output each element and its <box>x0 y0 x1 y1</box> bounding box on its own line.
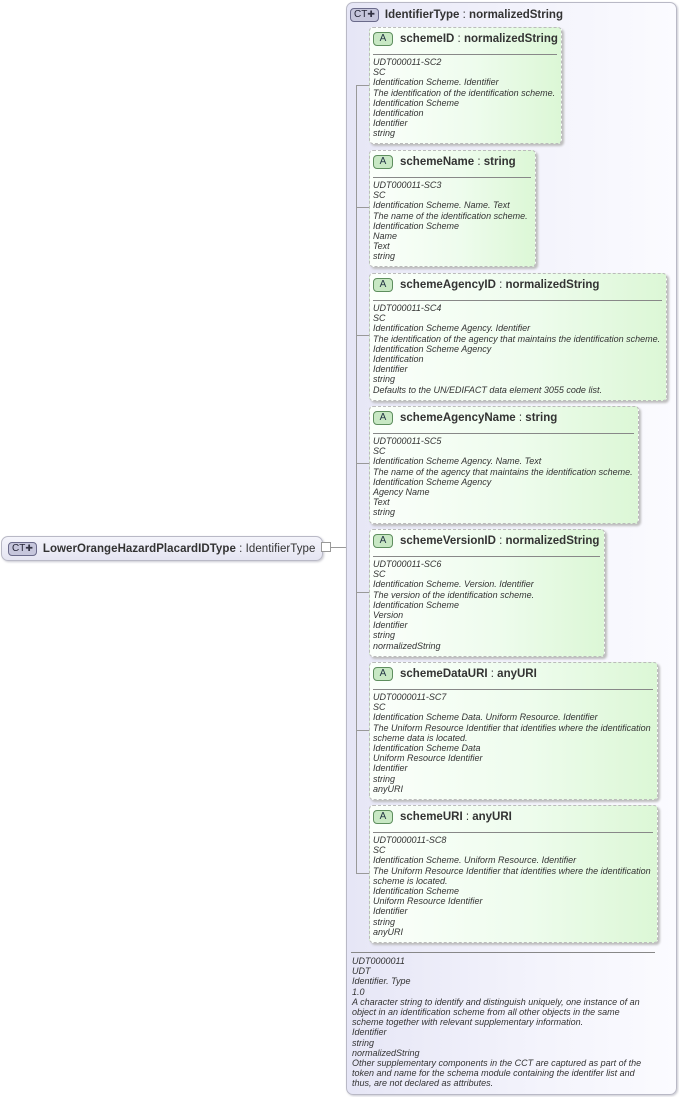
attribute-box-schemeID[interactable] <box>369 27 562 144</box>
attribute-documentation: UDT000011-SC5 SC Identification Scheme Agency. Name. Text The name of the agency that maintains the identification scheme. Identification Scheme Agency Agency Name Text string <box>373 436 633 518</box>
attribute-box-schemeAgencyID[interactable] <box>369 273 667 401</box>
attribute-documentation: UDT000011-SC2 SC Identification Scheme. Identifier The identification of the identification scheme. Identification Scheme Identification Identifier string <box>373 57 556 139</box>
root-element-title: LowerOrangeHazardPlacardIDType : IdentifierType <box>42 542 316 555</box>
attribute-separator <box>373 54 557 55</box>
attribute-box-schemeVersionID[interactable] <box>369 529 605 657</box>
attribute-separator <box>373 689 653 690</box>
attribute-branch <box>356 873 369 874</box>
attribute-title: schemeAgencyID : normalizedString <box>400 279 600 291</box>
attribute-title: schemeURI : anyURI <box>400 811 512 823</box>
expand-plus-icon: ✚ <box>367 9 375 19</box>
attribute-badge: A <box>373 278 393 292</box>
attribute-tree-line <box>356 85 357 873</box>
complex-type-documentation: UDT0000011 UDT Identifier. Type 1.0 A character string to identify and distinguish uniquely, one instance of an object in an identification scheme from all other objects in the same scheme together with relevant supplementary information. Identifier string normalizedString Other supplementary components in the CCT are captured as part of the token and name for the schema module containing the identifer list and thus, are not declared as attributes. <box>352 956 642 1089</box>
root-element-type: IdentifierType <box>245 542 316 555</box>
complex-type-header <box>350 8 563 22</box>
complex-type-doc-separator <box>351 952 655 953</box>
attribute-branch <box>356 85 369 86</box>
complex-type-title: IdentifierType : normalizedString <box>384 9 563 21</box>
attribute-title: schemeDataURI : anyURI <box>400 668 537 680</box>
complex-type-name: IdentifierType <box>384 9 460 21</box>
complex-type-badge: CT✚ <box>350 8 379 22</box>
collapse-connector-icon[interactable] <box>321 542 331 552</box>
attribute-title: schemeAgencyName : string <box>400 412 558 424</box>
attribute-box-schemeName[interactable] <box>369 150 536 267</box>
attribute-branch <box>356 592 369 593</box>
attribute-separator <box>373 832 653 833</box>
attribute-branch <box>356 463 369 464</box>
attribute-separator <box>373 300 662 301</box>
attribute-box-schemeAgencyName[interactable] <box>369 406 639 524</box>
attribute-badge: A <box>373 534 393 548</box>
attribute-documentation: UDT0000011-SC7 SC Identification Scheme Data. Uniform Resource. Identifier The Uniform Resource Identifier that identifies where the identification scheme data is located. Identification Scheme Data Uniform Resource Identifier Identifier string anyURI <box>373 692 651 794</box>
attribute-separator <box>373 556 600 557</box>
attribute-documentation: UDT000011-SC3 SC Identification Scheme. Name. Text The name of the identification scheme. Identification Scheme Name Text string <box>373 180 528 262</box>
attribute-documentation: UDT000011-SC6 SC Identification Scheme. Version. Identifier The version of the identification scheme. Identification Scheme Version Identifier string normalizedString <box>373 559 535 651</box>
attribute-title: schemeVersionID : normalizedString <box>400 535 600 547</box>
connector-line <box>331 547 346 548</box>
root-element-name: LowerOrangeHazardPlacardIDType <box>42 542 236 555</box>
attribute-badge: A <box>373 810 393 824</box>
attribute-title: schemeName : string <box>400 156 516 168</box>
attribute-documentation: UDT0000011-SC8 SC Identification Scheme. Uniform Resource. Identifier The Uniform Resource Identifier that identifies where the identification scheme is located. Identification Scheme Uniform Resource Identifier Identifier string anyURI <box>373 835 651 937</box>
attribute-separator <box>373 433 634 434</box>
attribute-branch <box>356 335 369 336</box>
attribute-badge: A <box>373 32 393 46</box>
attribute-badge: A <box>373 667 393 681</box>
attribute-box-schemeURI[interactable] <box>369 805 658 943</box>
complex-type-base: normalizedString <box>469 9 563 21</box>
attribute-box-schemeDataURI[interactable] <box>369 662 658 800</box>
attribute-title: schemeID : normalizedString <box>400 33 558 45</box>
complex-type-badge: CT✚ <box>8 542 37 556</box>
attribute-documentation: UDT000011-SC4 SC Identification Scheme Agency. Identifier The identification of the agency that maintains the identification scheme. Identification Scheme Agency Identification Identifier string Defaults to the UN/EDIFACT data element 3055 code list. <box>373 303 661 395</box>
expand-plus-icon: ✚ <box>25 542 33 553</box>
attribute-badge: A <box>373 411 393 425</box>
attribute-branch <box>356 730 369 731</box>
attribute-badge: A <box>373 155 393 169</box>
attribute-branch <box>356 207 369 208</box>
root-element-box[interactable] <box>1 536 323 561</box>
attribute-separator <box>373 177 531 178</box>
